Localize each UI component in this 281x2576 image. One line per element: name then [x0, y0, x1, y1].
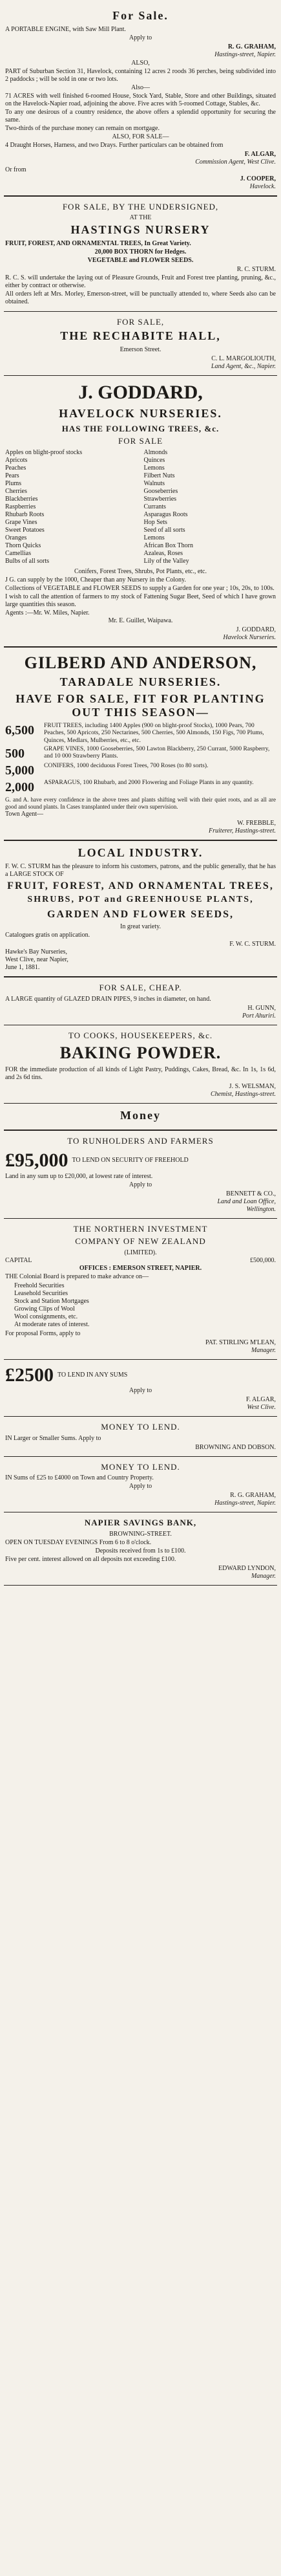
list-item: Quinces: [143, 456, 165, 464]
text: IN Sums of £25 to £4000 on Town and Country Property.: [5, 1474, 154, 1482]
heading: FOR SALE, CHEAP.: [99, 983, 182, 993]
agents: Agents :—Mr. W. Miles, Napier.: [5, 609, 90, 617]
text: Apply to: [129, 1387, 152, 1394]
signature: BROWNING AND DOBSON.: [195, 1443, 276, 1451]
description: GRAPE VINES, 1000 Gooseberries, 500 Lawton Blackberry, 250 Currant, 5000 Raspberry, and 10 000 Strawberry Plants.: [44, 745, 270, 760]
amount-row: [5, 1364, 276, 1387]
text: J G. can supply by the 1000, Cheaper than any Nursery in the Colony.: [5, 576, 186, 584]
text: PART of Suburban Section 31, Havelock, containing 12 acres 2 roods 36 perches, being subdivided into 2 paddocks ; will be sold in one or two lots.: [5, 67, 276, 83]
list-item: Plums: [5, 479, 22, 487]
list-item: Lemons: [143, 534, 165, 541]
text: Catalogues gratis on application.: [5, 932, 90, 939]
address: Hawke's Bay Nurseries,: [5, 948, 67, 956]
text: Two-thirds of the purchase money can remain on mortgage.: [5, 124, 160, 132]
quantity: 5,000: [5, 763, 34, 778]
list-item: Rhubarb Roots: [5, 510, 45, 518]
list-item: [5, 780, 276, 795]
ad-money-to-lend-1: [4, 1417, 277, 1457]
subtitle: HAVELOCK NURSERIES.: [59, 406, 222, 420]
address: Port Ahuriri.: [242, 1012, 276, 1020]
agent: Town Agent—: [5, 811, 44, 818]
signature: R. C. STURM.: [236, 265, 276, 273]
ad-runholders: [4, 1131, 277, 1219]
text: Apply to: [129, 1483, 152, 1490]
signature: J. COOPER,: [240, 175, 276, 182]
list-item: Leasehold Securities: [14, 1290, 68, 1297]
trees-col-1: [5, 449, 138, 565]
section-title: Money: [120, 1108, 161, 1122]
headline: FRUIT, FOREST, AND ORNAMENTAL TREES,: [7, 880, 274, 892]
heading: MONEY TO LEND.: [101, 1461, 180, 1472]
text: Five per cent. interest allowed on all deposits not exceeding £100.: [5, 1555, 176, 1563]
text: R. C. S. will undertake the laying out of Pleasure Grounds, Fruit and Forest tree planting, pruning, &c., either by contract or otherwise.: [5, 274, 276, 289]
list-item: Azaleas, Roses: [143, 549, 183, 557]
capital-label: CAPITAL: [5, 1257, 32, 1264]
text: A LARGE quantity of GLAZED DRAIN PIPES, 9 inches in diameter, on hand.: [5, 995, 211, 1003]
quantity: 6,500: [5, 723, 34, 737]
list-item: Cherries: [5, 487, 27, 495]
agents: Mr. E. Guillet, Waipawa.: [108, 617, 173, 624]
list-item: Seed of all sorts: [143, 526, 185, 534]
section-money: [4, 1104, 277, 1131]
text: FOR SALE: [118, 436, 163, 446]
title: HASTINGS NURSERY: [70, 223, 211, 237]
list-item: Wool consignments, etc.: [14, 1313, 78, 1320]
text: HAS THE FOLLOWING TREES, &c.: [61, 423, 220, 433]
list-item: Pears: [5, 472, 19, 479]
ad-local-industry: [4, 841, 277, 977]
list-item: Asparagus Roots: [143, 510, 188, 518]
text: Deposits received from 1s to £100.: [95, 1547, 186, 1555]
trees-list: [5, 449, 276, 565]
text: 4 Draught Horses, Harness, and two Drays. Further particulars can be obtained from: [5, 141, 224, 149]
signature: EDWARD LYNDON,: [218, 1564, 276, 1572]
title: BAKING POWDER.: [59, 1043, 222, 1063]
heading: For Sale.: [112, 9, 169, 22]
amount-row: [5, 1149, 276, 1172]
text: I wish to call the attention of farmers to my stock of Fattening Sugar Beet, Seed of which I have grown large quantities this season.: [5, 593, 276, 608]
quantity: 2,000: [5, 780, 34, 794]
signature: F. W. C. STURM.: [229, 941, 276, 948]
address: Hastings-street, Napier.: [214, 50, 276, 58]
role: Chemist, Hastings-street.: [210, 1090, 276, 1098]
list-item: Growing Clips of Wool: [14, 1305, 75, 1313]
list-item: Walnuts: [143, 479, 165, 487]
list-item: Freehold Securities: [14, 1282, 65, 1289]
signature: R. G. GRAHAM,: [227, 43, 276, 50]
heading: TO COOKS, HOUSEKEEPERS, &c.: [68, 1030, 213, 1040]
text: HAVE FOR SALE, FIT FOR PLANTING OUT THIS SEASON—: [16, 692, 265, 719]
title: NAPIER SAVINGS BANK,: [84, 1518, 197, 1528]
list-item: Sweet Potatoes: [5, 526, 45, 534]
description: CONIFERS, 1000 deciduous Forest Trees, 700 Roses (to 80 sorts).: [44, 762, 209, 769]
ad-portable-engine: [4, 4, 277, 197]
list-item: Apples on blight-proof stocks: [5, 448, 83, 456]
text: Also—: [131, 83, 150, 91]
signature: F. ALGAR,: [244, 150, 276, 158]
title: GILBERD AND ANDERSON,: [24, 653, 257, 672]
subtitle: TARADALE NURSERIES.: [59, 675, 222, 688]
list-item: Filbert Nuts: [143, 472, 175, 479]
ad-rechabite-hall: [4, 312, 277, 376]
ad-drain-pipes: [4, 977, 277, 1025]
advance-list: [14, 1282, 276, 1329]
address: Wellington.: [246, 1205, 276, 1213]
text: To any one desirous of a country residence, the above offers a splendid opportunity for securing the same.: [5, 108, 276, 124]
address: Havelock Nurseries.: [223, 633, 276, 641]
amount: £95,000: [5, 1149, 68, 1171]
list-item: Grape Vines: [5, 518, 37, 526]
ad-money-to-lend-2: [4, 1457, 277, 1513]
text: Apply to: [129, 1181, 152, 1188]
list-item: Stock and Station Mortgages: [14, 1298, 89, 1305]
text: A PORTABLE ENGINE, with Saw Mill Plant.: [5, 25, 126, 33]
text: THE Colonial Board is prepared to make advance on—: [5, 1273, 149, 1280]
offices: OFFICES : EMERSON STREET, NAPIER.: [79, 1265, 202, 1272]
text: Conifers, Forest Trees, Shrubs, Pot Plants, etc., etc.: [74, 567, 207, 575]
address: West Clive, near Napier,: [5, 956, 68, 964]
list-item: Thorn Quicks: [5, 541, 41, 549]
list-item: Lemons: [143, 464, 165, 472]
list-item: [5, 763, 276, 778]
address: Commission Agent, West Clive.: [195, 158, 276, 166]
signature: J. S. WELSMAN,: [229, 1082, 276, 1090]
text: (LIMITED).: [124, 1249, 157, 1256]
list-item: Strawberries: [143, 495, 177, 503]
title: THE NORTHERN INVESTMENT: [73, 1223, 208, 1234]
list-item: Camellias: [5, 549, 31, 557]
ad-hastings-nursery: [4, 197, 277, 312]
address: Hastings-street, Napier.: [214, 1500, 276, 1507]
ad-taradale-nurseries: [4, 648, 277, 842]
heading: LOCAL INDUSTRY.: [78, 846, 203, 860]
quantity: 500: [5, 746, 25, 761]
text: G. and A. have every confidence in the above trees and plants shifting well with their quiet roots, and as all are good and sound plants. In Cases transplanted under their own supervision.: [5, 796, 276, 810]
subheading: AT THE: [129, 214, 152, 222]
signature: BENNETT & CO.,: [225, 1190, 276, 1197]
list-item: African Box Thorn: [143, 541, 193, 549]
list-item: [5, 723, 276, 745]
text: In great variety.: [120, 923, 161, 931]
list-item: Almonds: [143, 448, 168, 456]
amount: £2500: [5, 1364, 54, 1386]
text: 71 ACRES with well finished 6-roomed House, Stock Yard, Stable, Store and other Buildings, situated on the Havelock-Napier road, adjoining the above. Five acres with 5-roomed Cottage, Stables, &c.: [5, 92, 276, 107]
address: BROWNING-STREET.: [109, 1530, 172, 1538]
capital-value: £500,000.: [250, 1257, 276, 1264]
list-item: Oranges: [5, 534, 27, 541]
headline: GARDEN AND FLOWER SEEDS,: [47, 909, 234, 921]
heading: MONEY TO LEND.: [101, 1422, 180, 1432]
address: Havelock.: [249, 182, 276, 190]
headline: SHRUBS, POT and GREENHOUSE PLANTS,: [27, 895, 254, 905]
list-item: Bulbs of all sorts: [5, 557, 50, 565]
text: Land in any sum up to £20,000, at lowest rate of interest.: [5, 1172, 153, 1180]
text: Or from: [5, 166, 26, 173]
heading: TO RUNHOLDERS AND FARMERS: [67, 1136, 214, 1146]
text: Collections of VEGETABLE and FLOWER SEEDS to supply a Garden for one year ; 10s, 20s, to 100s.: [5, 584, 275, 592]
address: Emerson Street.: [120, 345, 161, 353]
heading: FOR SALE, BY THE UNDERSIGNED,: [62, 201, 219, 212]
description: ASPARAGUS, 100 Rhubarb, and 2000 Flowering and Foliage Plants in any quantity.: [44, 779, 254, 786]
ad-2500-lend: [4, 1360, 277, 1417]
capital-row: [5, 1257, 276, 1265]
newspaper-column: [4, 0, 277, 1589]
list-item: Apricots: [5, 456, 28, 464]
text: OPEN ON TUESDAY EVENINGS From 6 to 8 o'clock.: [5, 1538, 152, 1546]
address: West Clive.: [247, 1404, 276, 1411]
signature: J. GODDARD,: [236, 626, 276, 633]
text: FOR the immediate production of all kinds of Light Pastry, Puddings, Cakes, Bread, &c. In 1s, 1s 6d, and 2s 6d tins.: [5, 1065, 276, 1081]
heading: FOR SALE,: [116, 316, 165, 327]
ad-goddard-nurseries: [4, 376, 277, 648]
ad-baking-powder: [4, 1025, 277, 1104]
title: J. GODDARD,: [78, 381, 203, 403]
text: 20,000 BOX THORN for Hedges.: [94, 248, 187, 256]
title: THE RECHABITE HALL,: [60, 329, 221, 343]
list-item: Hop Sets: [143, 518, 167, 526]
text: VEGETABLE and FLOWER SEEDS.: [87, 256, 194, 264]
text: IN Larger or Smaller Sums. Apply to: [5, 1434, 101, 1442]
list-item: Currants: [143, 503, 166, 510]
signature: PAT. STIRLING M'LEAN,: [205, 1339, 276, 1346]
text: All orders left at Mrs. Morley, Emerson-street, will be punctually attended to, where Seeds also can be obtained.: [5, 290, 276, 305]
ad-northern-investment: [4, 1219, 277, 1360]
list-item: Gooseberries: [143, 487, 178, 495]
signature: W. FREBBLE,: [237, 820, 276, 827]
signature: H. GUNN,: [247, 1004, 276, 1012]
role: Land Agent, &c., Napier.: [211, 362, 276, 370]
list-item: Blackberries: [5, 495, 38, 503]
signature: C. L. MARGOLIOUTH,: [211, 355, 276, 362]
text: TO LEND ON SECURITY OF FREEHOLD: [72, 1156, 189, 1164]
trees-col-2: [144, 449, 276, 565]
text: ALSO,: [131, 59, 150, 67]
date: June 1, 1881.: [5, 964, 40, 972]
role: Land and Loan Office,: [217, 1197, 276, 1205]
list-item: [5, 746, 276, 761]
list-item: Peaches: [5, 464, 26, 472]
text: FRUIT, FOREST, AND ORNAMENTAL TREES, In Great Variety.: [5, 239, 191, 247]
role: Fruiterer, Hastings-street.: [209, 827, 276, 835]
signature: F. ALGAR,: [245, 1396, 276, 1403]
text: F. W. C. STURM has the pleasure to inform his customers, patrons, and the public generally, that he has a LARGE STOCK OF: [5, 863, 276, 879]
text: TO LEND IN ANY SUMS: [57, 1371, 128, 1379]
ad-savings-bank: [4, 1512, 277, 1586]
list-item: Raspberries: [5, 503, 36, 510]
text: Apply to: [129, 34, 152, 41]
title: COMPANY OF NEW ZEALAND: [75, 1236, 206, 1247]
list-item: Lily of the Valley: [143, 557, 189, 565]
list-item: At moderate rates of interest.: [14, 1321, 90, 1328]
text: For proposal Forms, apply to: [5, 1330, 81, 1337]
description: FRUIT TREES, including 1400 Apples (900 on blight-proof Stocks), 1000 Pears, 700 Peaches, 500 Apricots, 250 Nectarines, 500 Cherries, 500 Almonds, 150 Figs, 700 Plums, Quinces, Medlars, Mulberries, etc., etc.: [44, 722, 264, 744]
role: Manager.: [251, 1572, 276, 1580]
signature: R. G. GRAHAM,: [230, 1492, 276, 1500]
role: Manager.: [251, 1347, 276, 1354]
text: ALSO, FOR SALE—: [112, 133, 169, 140]
